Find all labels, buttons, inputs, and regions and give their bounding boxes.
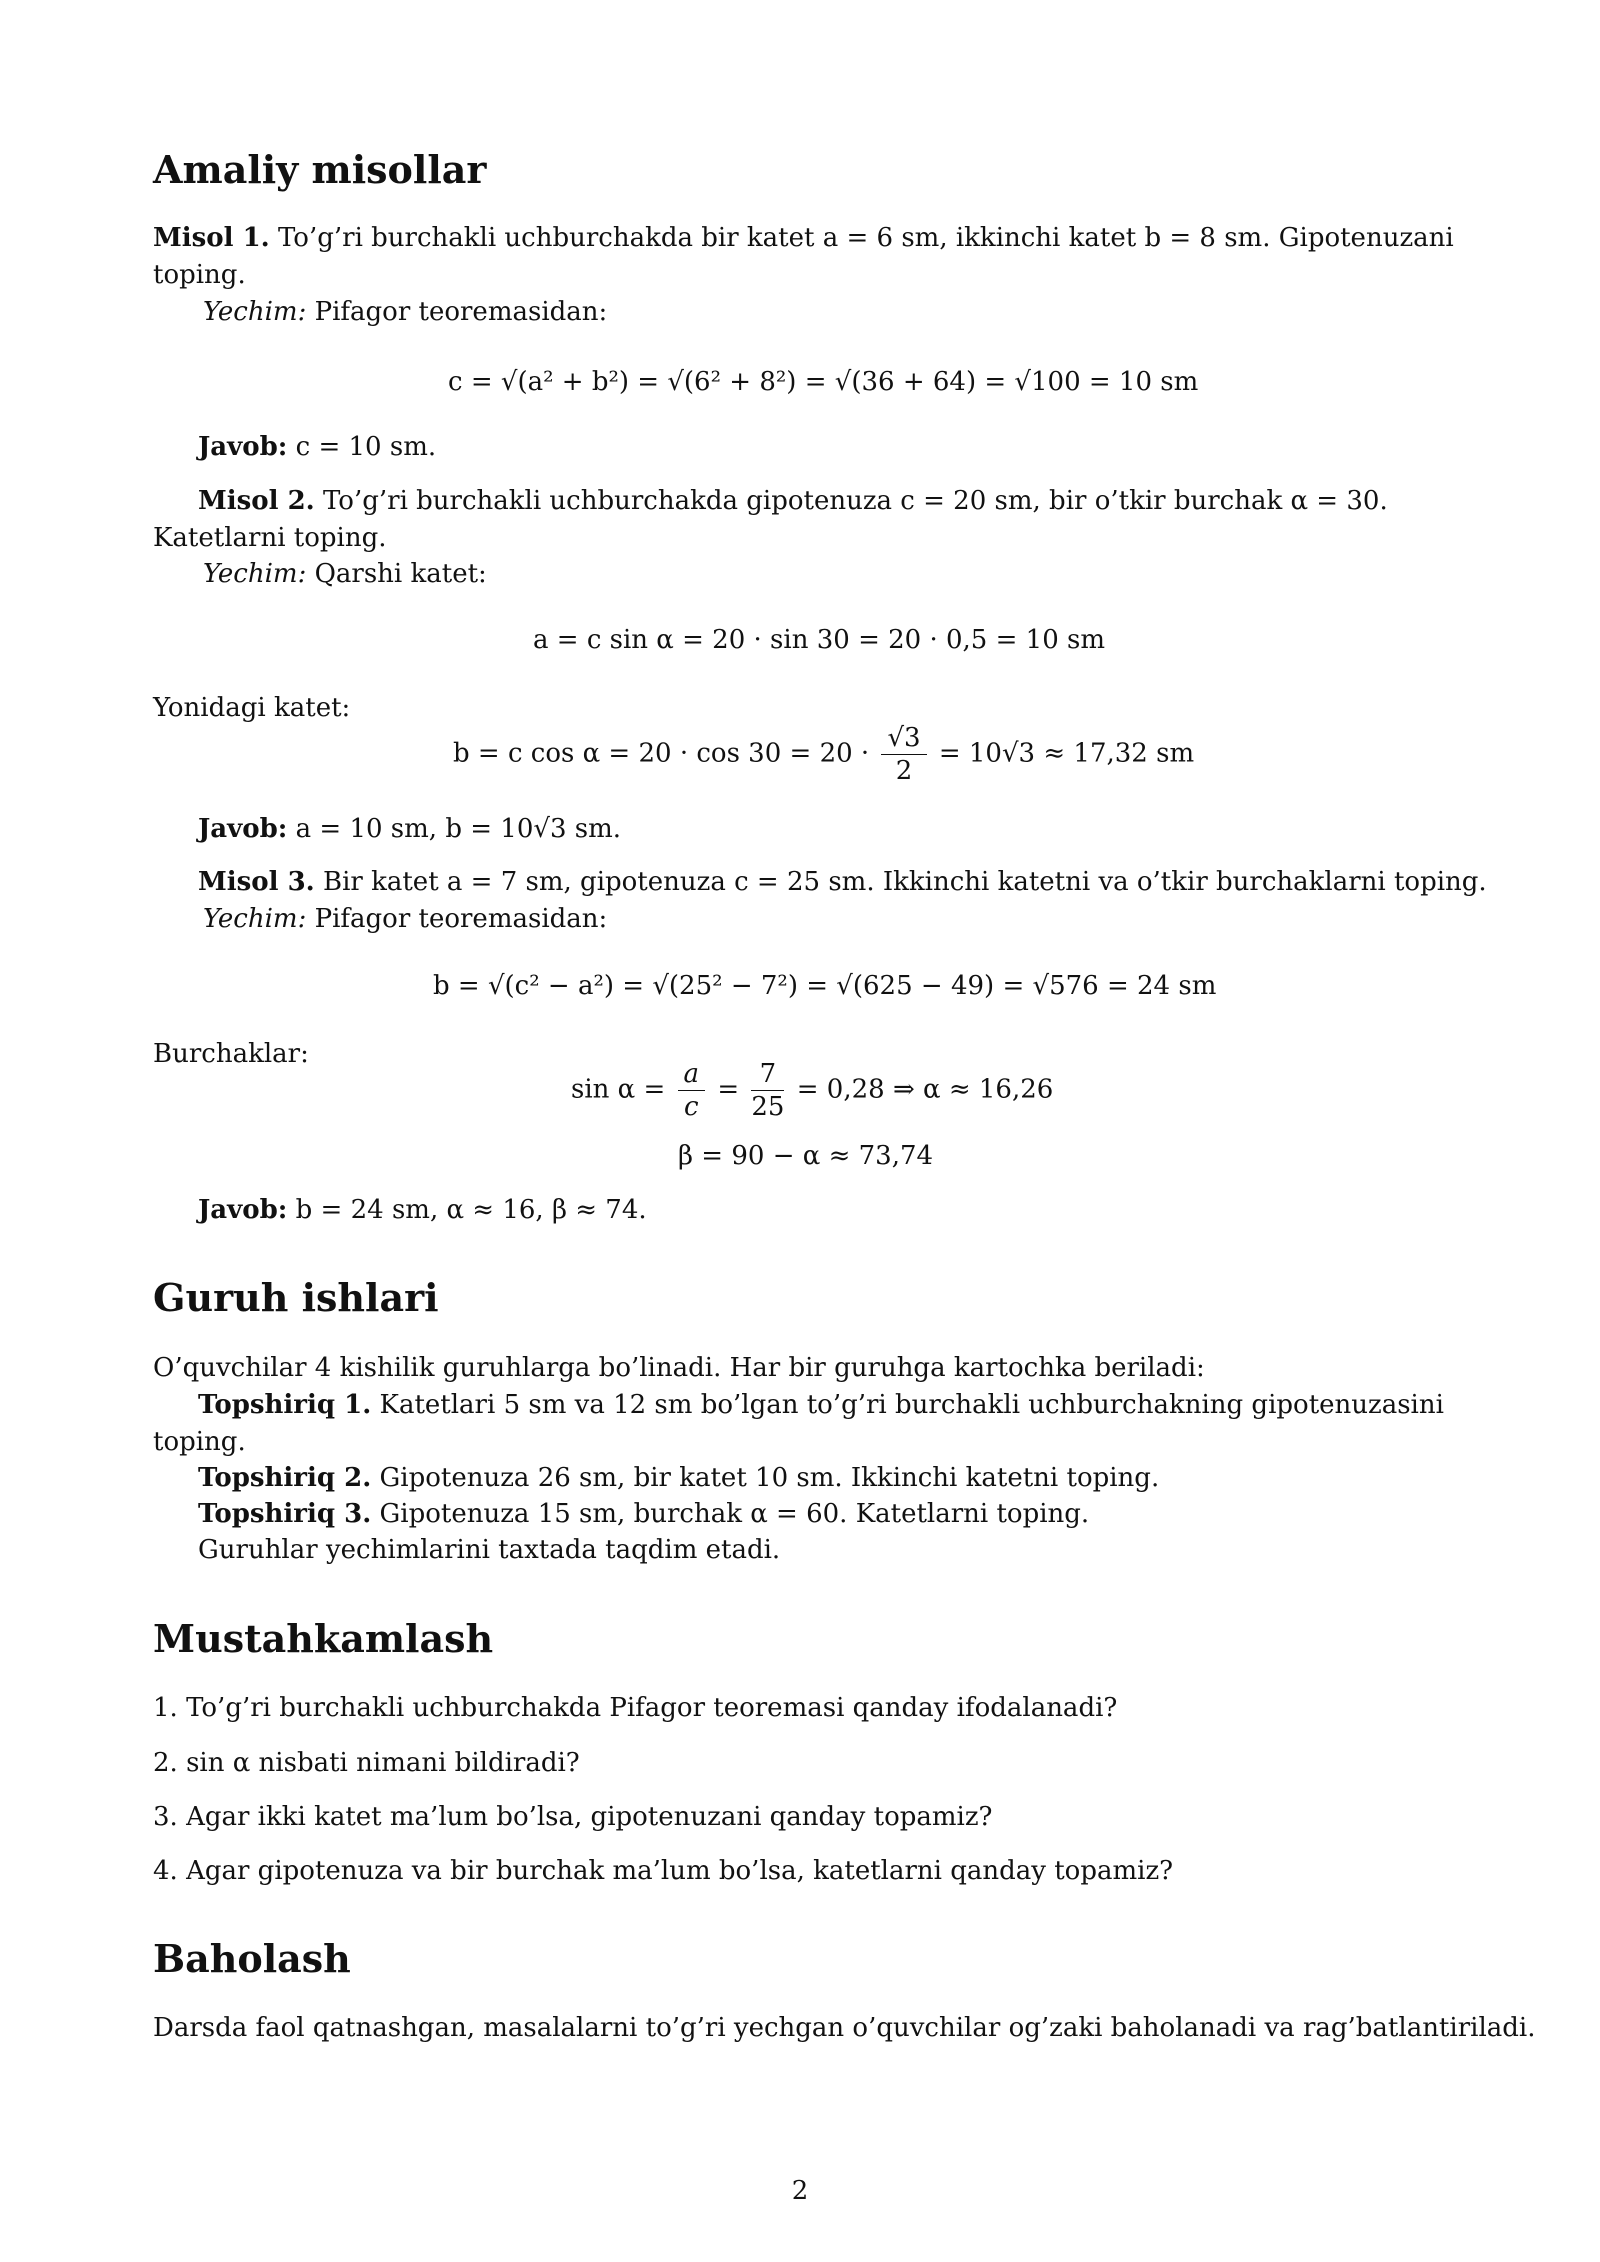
misol-3-sin-right: = 0,28 ⇒ α ≈ 16,26 <box>796 1074 1054 1105</box>
misol-3-sin-fraction-1 <box>678 1058 706 1123</box>
misol-1-text-cont: toping. <box>153 260 246 290</box>
topshiriq-1 <box>198 1387 1444 1424</box>
misol-3-sin-fraction-2 <box>751 1058 784 1123</box>
page-number: 2 <box>791 2176 809 2206</box>
misol-3-sin-f2-denominator: 25 <box>751 1092 785 1122</box>
misol-2-solution-text: Qarshi katet: <box>314 559 487 589</box>
misol-3-sin-left: sin α = <box>571 1074 666 1105</box>
misol-1-answer <box>198 429 436 466</box>
topshiriq-3 <box>198 1496 1089 1533</box>
question-item-3: 3. Agar ikki katet ma’lum bo’lsa, gipotenuzani qanday topamiz? <box>153 1802 993 1832</box>
misol-2-label: Misol 2. <box>198 486 315 516</box>
misol-3-solution-text: Pifagor teoremasidan: <box>314 904 608 934</box>
section-title-baholash: Baholash <box>153 1936 351 1981</box>
misol-2-text-cont: Katetlarni toping. <box>153 523 387 553</box>
misol-3-solution-label: Yechim: <box>203 904 307 934</box>
misol-2-eq2-denominator: 2 <box>895 756 913 786</box>
misol-3-solution <box>203 901 607 938</box>
misol-2-adjacent-label: Yonidagi katet: <box>153 693 351 723</box>
misol-3-sin-f1-denominator: c <box>684 1092 699 1122</box>
misol-2-eq2-left: b = c cos α = 20 · cos 30 = 20 · <box>453 738 870 769</box>
question-item-1: 1. To’g’ri burchakli uchburchakda Pifagor teoremasi qanday ifodalanadi? <box>153 1693 1118 1723</box>
baholash-text: Darsda faol qatnashgan, masalalarni to’g’ri yechgan o’quvchilar og’zaki baholanadi va rag’batlantiriladi. <box>153 2013 1536 2043</box>
misol-2-solution <box>203 556 487 593</box>
misol-1-text: To’g’ri burchakli uchburchakda bir katet a = 6 sm, ikkinchi katet b = 8 sm. Gipotenuzani <box>277 223 1454 253</box>
question-item-2: 2. sin α nisbati nimani bildiradi? <box>153 1748 580 1778</box>
misol-1-equation: c = √(a² + b²) = √(6² + 8²) = √(36 + 64) = √100 = 10 sm <box>448 367 1199 397</box>
section-title-amaliy-misollar: Amaliy misollar <box>153 147 487 192</box>
topshiriq-3-label: Topshiriq 3. <box>198 1499 372 1529</box>
section-title-guruh-ishlari: Guruh ishlari <box>153 1275 439 1320</box>
topshiriq-2 <box>198 1460 1159 1497</box>
misol-2-equation-2 <box>453 722 1194 787</box>
misol-3-text: Bir katet a = 7 sm, gipotenuza c = 25 sm. Ikkinchi katetni va o’tkir burchaklarni toping. <box>322 867 1487 897</box>
misol-2-solution-label: Yechim: <box>203 559 307 589</box>
misol-2-answer-text: a = 10 sm, b = 10√3 sm. <box>295 814 622 844</box>
misol-1-solution <box>203 294 607 331</box>
misol-1-answer-label: Javob: <box>198 432 288 462</box>
misol-1-solution-text: Pifagor teoremasidan: <box>314 297 608 327</box>
misol-3-answer-text: b = 24 sm, α ≈ 16, β ≈ 74. <box>295 1195 647 1225</box>
topshiriq-1-label: Topshiriq 1. <box>198 1390 372 1420</box>
topshiriq-2-text: Gipotenuza 26 sm, bir katet 10 sm. Ikkinchi katetni toping. <box>379 1463 1160 1493</box>
guruh-outro: Guruhlar yechimlarini taxtada taqdim etadi. <box>198 1535 781 1565</box>
topshiriq-3-text: Gipotenuza 15 sm, burchak α = 60. Katetlarni toping. <box>379 1499 1090 1529</box>
misol-2-statement <box>198 483 1388 520</box>
misol-3-answer-label: Javob: <box>198 1195 288 1225</box>
misol-3-label: Misol 3. <box>198 867 315 897</box>
misol-3-sin-f1-numerator: a <box>678 1058 706 1091</box>
guruh-intro: O’quvchilar 4 kishilik guruhlarga bo’linadi. Har bir guruhga kartochka beriladi: <box>153 1353 1205 1383</box>
misol-3-answer <box>198 1192 647 1229</box>
misol-3-equation-1: b = √(c² − a²) = √(25² − 7²) = √(625 − 49) = √576 = 24 sm <box>433 971 1217 1001</box>
misol-2-answer-label: Javob: <box>198 814 288 844</box>
misol-3-statement <box>198 864 1487 901</box>
misol-2-text: To’g’ri burchakli uchburchakda gipotenuza c = 20 sm, bir o’tkir burchak α = 30. <box>322 486 1388 516</box>
misol-2-eq2-fraction <box>881 722 926 787</box>
misol-1-solution-label: Yechim: <box>203 297 307 327</box>
misol-1-statement <box>153 220 1454 257</box>
topshiriq-1-text-cont: toping. <box>153 1427 246 1457</box>
misol-1-label: Misol 1. <box>153 223 270 253</box>
misol-2-answer <box>198 811 621 848</box>
misol-1-answer-text: c = 10 sm. <box>295 432 437 462</box>
misol-3-sin-equals: = <box>717 1074 740 1105</box>
misol-2-eq2-right: = 10√3 ≈ 17,32 sm <box>938 738 1195 769</box>
topshiriq-2-label: Topshiriq 2. <box>198 1463 372 1493</box>
topshiriq-1-text: Katetlari 5 sm va 12 sm bo’lgan to’g’ri burchakli uchburchakning gipotenuzasini <box>379 1390 1444 1420</box>
misol-3-sin-equation <box>571 1058 1053 1123</box>
misol-2-eq2-numerator: √3 <box>881 722 926 755</box>
misol-2-equation-1: a = c sin α = 20 · sin 30 = 20 · 0,5 = 10 sm <box>533 625 1106 655</box>
question-item-4: 4. Agar gipotenuza va bir burchak ma’lum bo’lsa, katetlarni qanday topamiz? <box>153 1856 1174 1886</box>
misol-3-beta-equation: β = 90 − α ≈ 73,74 <box>678 1141 934 1171</box>
misol-3-angles-label: Burchaklar: <box>153 1039 309 1069</box>
section-title-mustahkamlash: Mustahkamlash <box>153 1616 494 1661</box>
misol-3-sin-f2-numerator: 7 <box>751 1058 784 1091</box>
